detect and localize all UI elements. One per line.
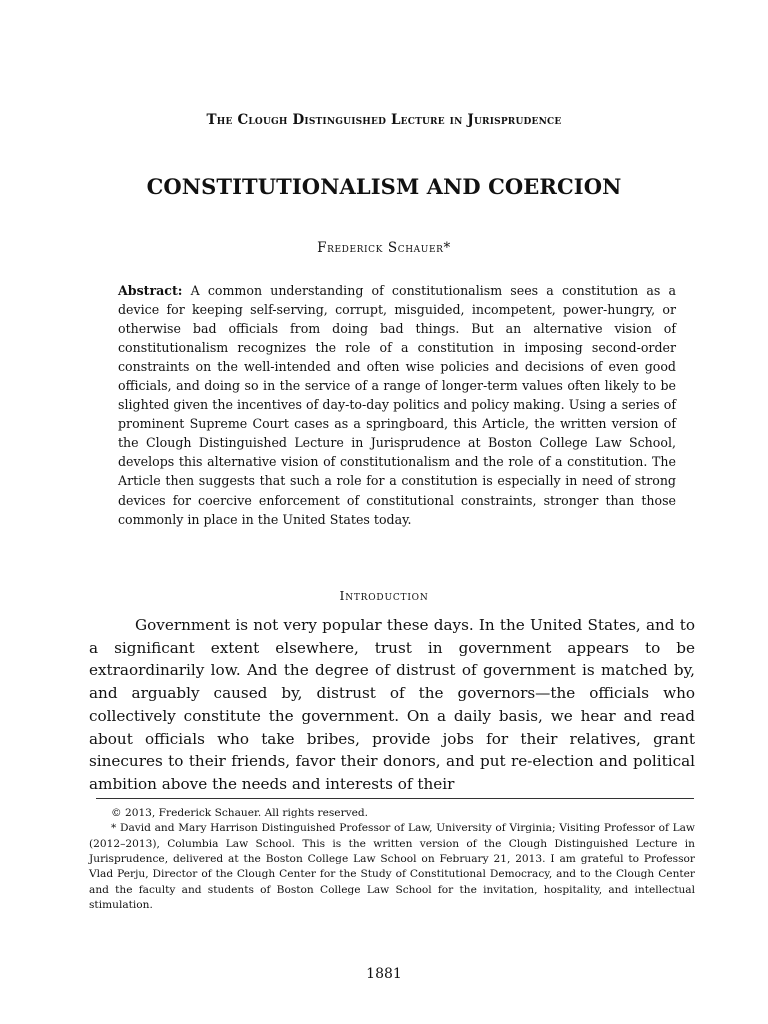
footnote-author-note: * David and Mary Harrison Distinguished Professor of Law, University of Virginia; Visiting Professor of Law (2012–2013), Columbia Law School. This is the written version of the Clough Distinguished Lecture in Jurisprudence, delivered at the Boston College Law School on February 21, 2013. I am grateful to Professor Vlad Perju, Director of the Clough Center for the Study of Constitutional Democracy, and to the Clough Center and the faculty and students of Boston College Law School for the invitation, hospitality, and intellectual stimulation. [89,822,695,912]
page-number: 1881 [366,966,402,982]
footnotes [89,806,695,913]
author-name: Frederick Schauer* [317,240,451,256]
section-heading-introduction: Introduction [339,588,429,603]
introduction-paragraph: Government is not very popular these days. In the United States, and to a significant extent elsewhere, trust in government appears to be extraordinarily low. And the degree of distrust of government is matched by, and arguably caused by, distrust of the governors—the officials who collectively constitute the government. On a daily basis, we hear and read about officials who take bribes, provide jobs for their relatives, grant sinecures to their friends, favor their donors, and put re-election and political ambition above the needs and interests of their [89,616,695,793]
series-title: The Clough Distinguished Lecture in Jurisprudence [206,112,562,128]
footnote-divider [96,798,694,799]
footnote-copyright: © 2013, Frederick Schauer. All rights reserved. [111,807,369,819]
abstract-text: A common understanding of constitutionalism sees a constitution as a device for keeping self-serving, corrupt, misguided, incompetent, power-hungry, or otherwise bad officials from doing bad things. But an alternative vision of constitutionalism recognizes the role of a constitution in imposing second-order constraints on the well-intended and often wise policies and decisions of even good officials, and doing so in the service of a range of longer-term values often likely to be slighted given the incentives of day-to-day politics and policy making. Using a series of prominent Supreme Court cases as a springboard, this Article, the written version of the Clough Distinguished Lecture in Jurisprudence at Boston College Law School, develops this alternative vision of constitutionalism and the role of a constitution. The Article then suggests that such a role for a constitution is especially in need of strong devices for coercive enforcement of constitutional constraints, stronger than those commonly in place in the United States today. [118,283,677,527]
article-title: CONSTITUTIONALISM AND COERCION [146,174,622,199]
abstract-label: Abstract: [118,283,183,298]
abstract [118,281,676,529]
